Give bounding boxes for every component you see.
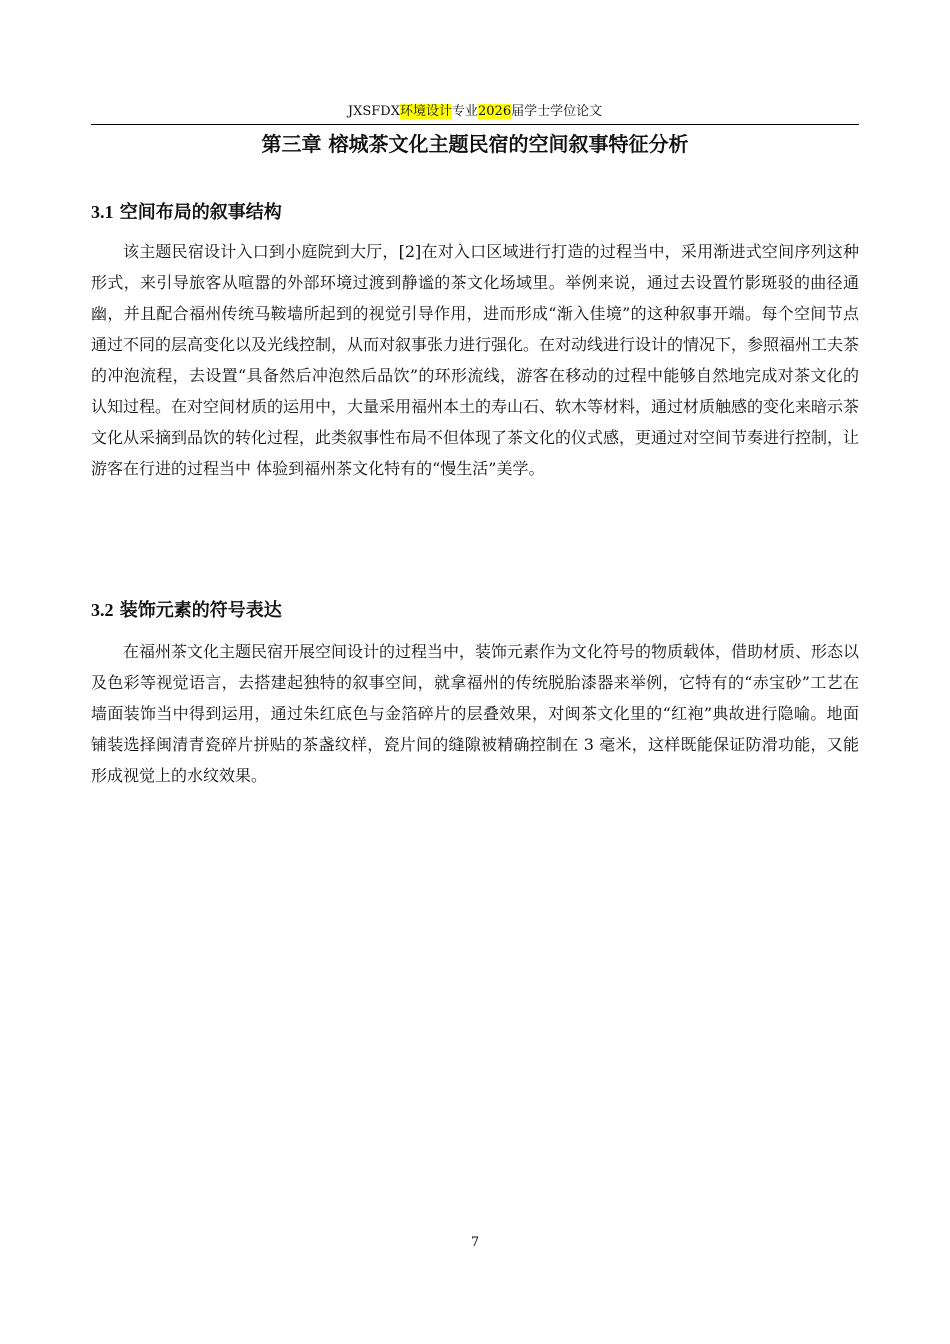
chapter-title: 第三章 榕城茶文化主题民宿的空间叙事特征分析 <box>261 132 689 156</box>
page-number: 7 <box>470 1235 480 1250</box>
section-heading-3-2 <box>91 598 859 623</box>
header-prefix: JXSFDX <box>347 104 400 119</box>
section-title: 空间布局的叙事结构 <box>119 202 282 223</box>
section-number: 3.2 <box>91 600 114 620</box>
header-major-highlight: 环境设计 <box>399 104 452 119</box>
header-suffix: 届学士学位论文 <box>511 104 603 119</box>
header-year-highlight: 2026 <box>478 104 512 119</box>
header-mid: 专业 <box>451 104 478 119</box>
section-number: 3.1 <box>91 202 114 222</box>
header-divider <box>91 124 859 125</box>
section-heading-3-1 <box>91 200 859 225</box>
section-3-2-paragraph: 在福州茶文化主题民宿开展空间设计的过程当中，装饰元素作为文化符号的物质载体，借助材质、形态以及色彩等视觉语言，去搭建起独特的叙事空间，就拿福州的传统脱胎漆器来举例，它特有的“赤宝砂”工艺在墙面装饰当中得到运用，通过朱红底色与金箔碎片的层叠效果，对闽茶文化里的“红袍”典故进行隐喻。地面铺装选择闽清青瓷碎片拼贴的茶盏纹样，瓷片间的缝隙被精确控制在 3 毫米，这样既能保证防滑功能，又能形成视觉上的水纹效果。 <box>91 642 860 785</box>
running-header <box>91 103 859 121</box>
section-title: 装饰元素的符号表达 <box>119 600 282 621</box>
section-3-1-paragraph: 该主题民宿设计入口到小庭院到大厅，[2]在对入口区域进行打造的过程当中，采用渐进式空间序列这种形式，来引导旅客从喧嚣的外部环境过渡到静谧的茶文化场域里。举例来说，通过去设置竹影斑驳的曲径通幽，并且配合福州传统马鞍墙所起到的视觉引导作用，进而形成“渐入佳境”的这种叙事开端。每个空间节点通过不同的层高变化以及光线控制，从而对叙事张力进行强化。在对动线进行设计的情况下，参照福州工夫茶的冲泡流程，去设置“具备然后冲泡然后品饮”的环形流线，游客在移动的过程中能够自然地完成对茶文化的认知过程。在对空间材质的运用中，大量采用福州本土的寿山石、软木等材料，通过材质触感的变化来暗示茶文化从采摘到品饮的转化过程，此类叙事性布局不但体现了茶文化的仪式感，更通过对空间节奏进行控制，让游客在行进的过程当中 体验到福州茶文化特有的“慢生活”美学。 <box>91 242 860 478</box>
